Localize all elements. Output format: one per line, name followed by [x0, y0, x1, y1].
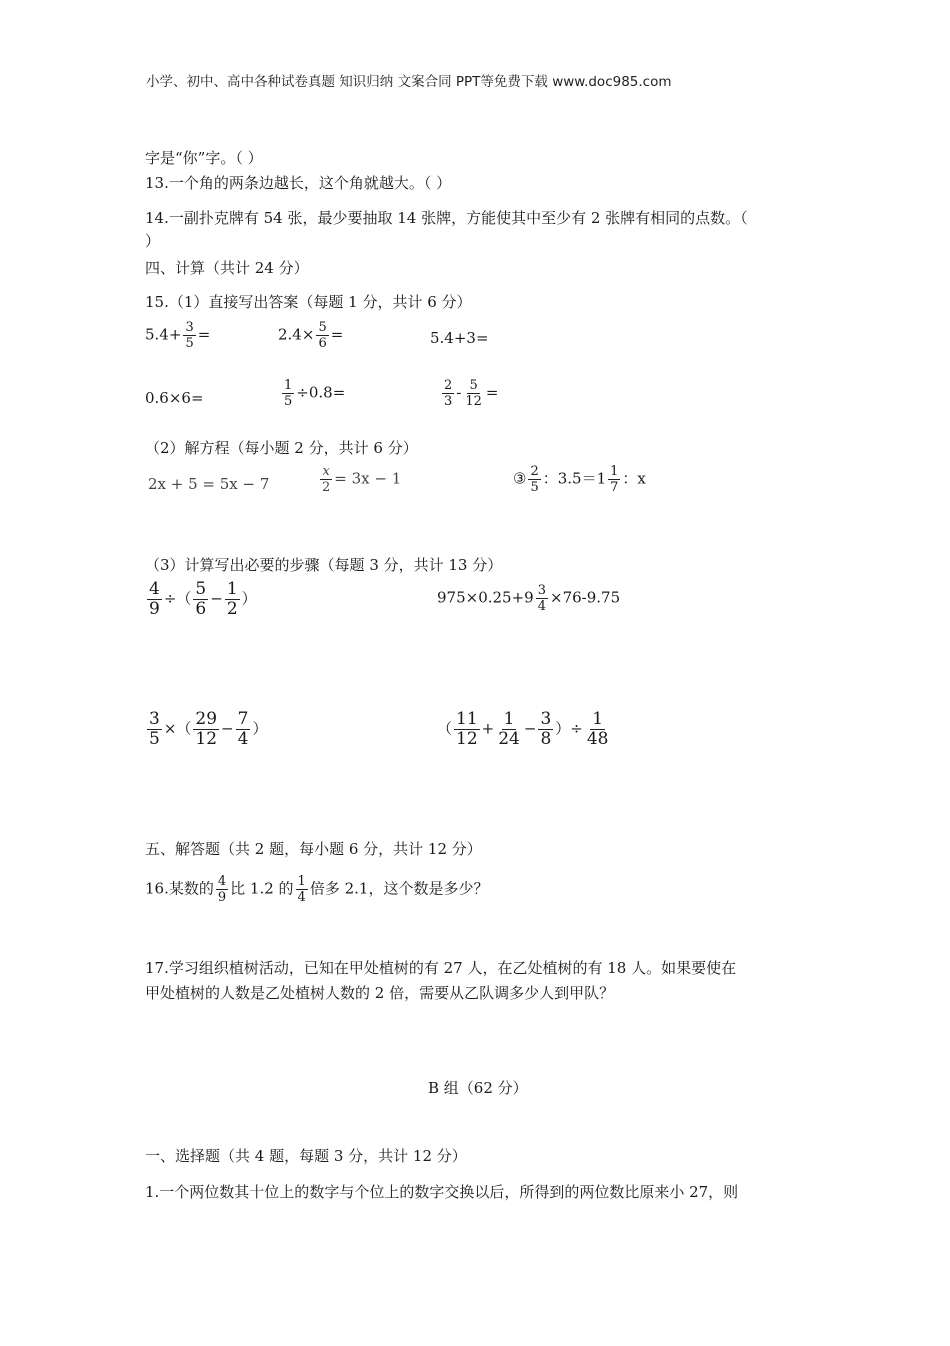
question-b1: 1.一个两位数其十位上的数字与个位上的数字交换以后，所得到的两位数比原来小 27，则 — [145, 1183, 739, 1201]
question-15-part1: 15.（1）直接写出答案（每题 1 分，共计 6 分） — [145, 293, 472, 311]
equation-3: ③ $\frac{2}{5}$ ：3.5＝1 $\frac{1}{7}$ ：x — [513, 464, 646, 495]
calc-3: $\frac{3}{5}$ ×（ $\frac{29}{12}$ − $\frac{7}{4}$ ） — [149, 709, 268, 749]
question-14-line2: ） — [145, 232, 161, 250]
section-b1-title: 一、选择题（共 4 题，每题 3 分，共计 12 分） — [145, 1147, 467, 1165]
question-12-tail: 字是“你”字。（ ） — [145, 149, 263, 167]
page-header: 小学、初中、高中各种试卷真题 知识归纳 文案合同 PPT等免费下载 www.doc985.com — [146, 74, 672, 90]
expr-5: $\frac{1}{5}$ ÷0.8= — [284, 378, 346, 409]
question-15-part3: （3）计算写出必要的步骤（每题 3 分，共计 13 分） — [145, 556, 503, 574]
expr-3: 5.4+3= — [430, 329, 489, 347]
group-b-title: B 组（62 分） — [428, 1079, 528, 1097]
question-16: 16.某数的 $\frac{4}{9}$ 比 1.2 的 $\frac{1}{4}$ 倍多 2.1，这个数是多少？ — [145, 874, 489, 905]
expr-6: $\frac{2}{3}$ - $\frac{5}{12}$ = — [444, 378, 499, 409]
section-4-title: 四、计算（共计 24 分） — [145, 259, 309, 277]
question-17-line2: 甲处植树的人数是乙处植树人数的 2 倍，需要从乙队调多少人到甲队？ — [145, 984, 615, 1002]
question-15-part2: （2）解方程（每小题 2 分，共计 6 分） — [145, 439, 418, 457]
calc-1: $\frac{4}{9}$ ÷（ $\frac{5}{6}$ − $\frac{1}{2}$ ） — [149, 579, 257, 619]
expr-2: 2.4× $\frac{5}{6}$ = — [278, 320, 344, 351]
section-5-title: 五、解答题（共 2 题，每小题 6 分，共计 12 分） — [145, 840, 482, 858]
equation-1: 2x + 5 = 5x − 7 — [148, 475, 270, 493]
question-17-line1: 17.学习组织植树活动，已知在甲处植树的有 27 人，在乙处植树的有 18 人。如果要使在 — [145, 959, 737, 977]
question-14-line1: 14.一副扑克牌有 54 张，最少要抽取 14 张牌，方能使其中至少有 2 张牌有相同的点数。（ — [145, 209, 748, 227]
calc-2: 975×0.25+9 $\frac{3}{4}$ ×76-9.75 — [437, 583, 621, 614]
expr-1: 5.4+ $\frac{3}{5}$ = — [145, 320, 211, 351]
question-13: 13.一个角的两条边越长，这个角就越大。（ ） — [145, 174, 452, 192]
equation-2: $\frac{x}{2}$ = 3x − 1 — [322, 464, 402, 495]
calc-4: （ $\frac{11}{12}$ + $\frac{1}{24}$ − $\frac{3}{8}$ ）÷ $\frac{1}{48}$ — [437, 709, 609, 749]
expr-4: 0.6×6= — [145, 389, 204, 407]
